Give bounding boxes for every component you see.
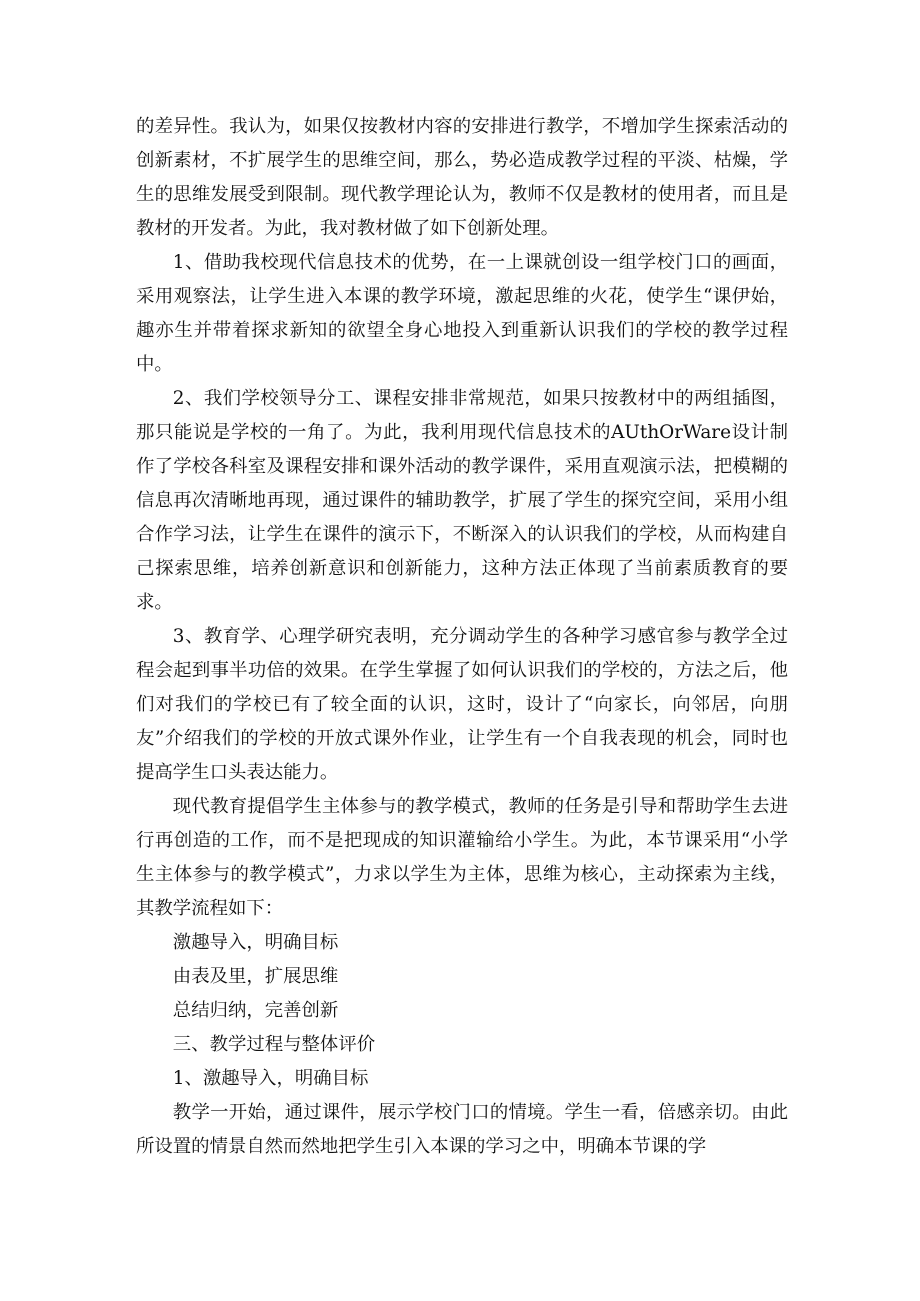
paragraph-intro-lesson: 教学一开始，通过课件，展示学校门口的情境。学生一看，倍感亲切。由此所设置的情景自然而然地把学生引入本课的学习之中，明确本节课的学 bbox=[136, 1102, 788, 1157]
flow-step-2: 由表及里，扩展思维 bbox=[172, 966, 339, 987]
subsection-heading: 1、激趣导入，明确目标 bbox=[172, 1068, 369, 1089]
paragraph-continuation: 的差异性。我认为，如果仅按教材内容的安排进行教学，不增加学生探索活动的创新素材，不扩展学生的思维空间，那么，势必造成教学过程的平淡、枯燥，学生的思维发展受到限制。现代教学理论认为，教师不仅是教材的使用者，而且是教材的开发者。为此，我对教材做了如下创新处理。 bbox=[136, 116, 788, 239]
section-heading: 三、教学过程与整体评价 bbox=[172, 1034, 376, 1055]
paragraph-point-2: 2、我们学校领导分工、课程安排非常规范，如果只按教材中的两组插图，那只能说是学校的一角了。为此，我利用现代信息技术的AUthOrWare设计制作了学校各科室及课程安排和课外活动的教学课件，采用直观演示法，把模糊的信息再次清晰地再现，通过课件的辅助教学，扩展了学生的探究空间，采用小组合作学习法，让学生在课件的演示下，不断深入的认识我们的学校，从而构建自己探索思维，培养创新意识和创新能力，这种方法正体现了当前素质教育的要求。 bbox=[136, 388, 788, 613]
paragraph-point-3: 3、教育学、心理学研究表明，充分调动学生的各种学习感官参与教学全过程会起到事半功倍的效果。在学生掌握了如何认识我们的学校的，方法之后，他们对我们的学校已有了较全面的认识，这时，设计了“向家长，向邻居，向朋友”介绍我们的学校的开放式课外作业，让学生有一个自我表现的机会，同时也提高学生口头表达能力。 bbox=[136, 626, 788, 783]
document-page bbox=[136, 110, 788, 1164]
paragraph-point-1: 1、借助我校现代信息技术的优势，在一上课就创设一组学校门口的画面，采用观察法，让学生进入本课的教学环境，激起思维的火花，使学生“课伊始，趣亦生并带着探求新知的欲望全身心地投入到重新认识我们的学校的教学过程中。 bbox=[136, 252, 788, 375]
paragraph-teaching-model: 现代教育提倡学生主体参与的教学模式，教师的任务是引导和帮助学生去进行再创造的工作，而不是把现成的知识灌输给小学生。为此，本节课采用“小学生主体参与的教学模式”，力求以学生为主体，思维为核心，主动探索为主线，其教学流程如下： bbox=[136, 796, 788, 919]
flow-step-1: 激趣导入，明确目标 bbox=[172, 932, 339, 953]
flow-step-3: 总结归纳，完善创新 bbox=[172, 1000, 339, 1021]
